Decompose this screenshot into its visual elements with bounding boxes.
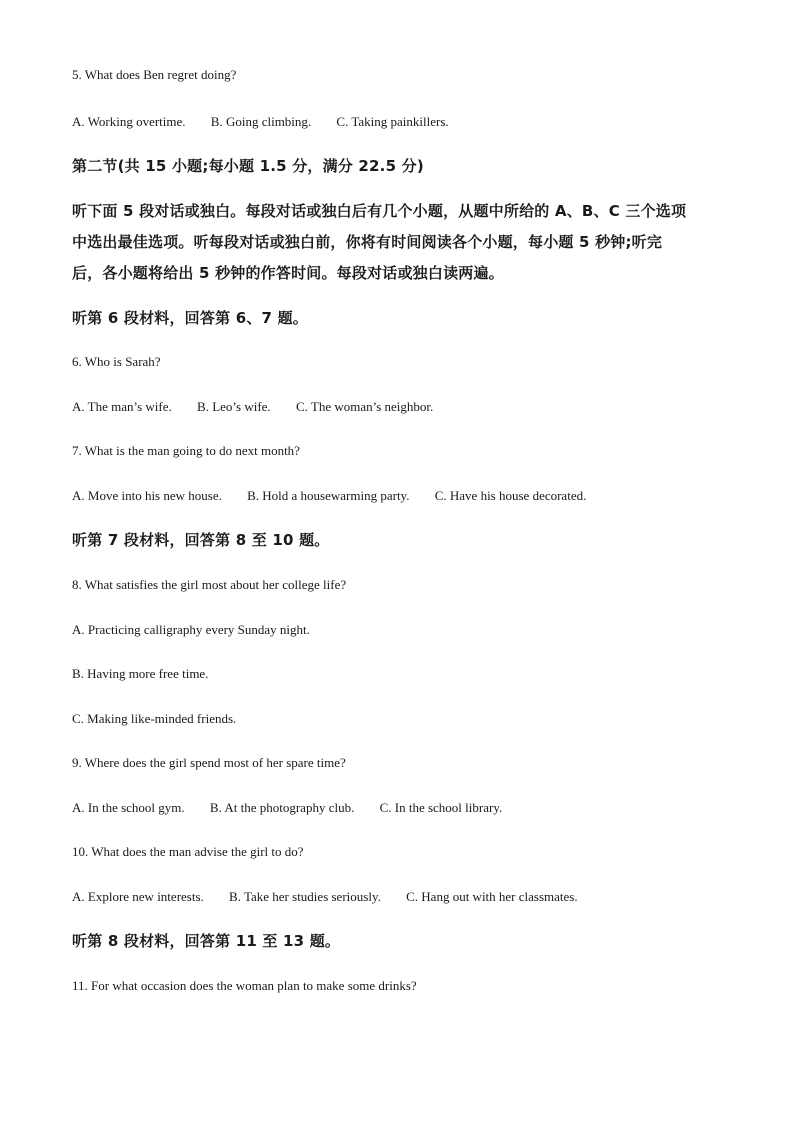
- option-b: B. Hold a housewarming party.: [247, 488, 410, 503]
- option-c: C. In the school library.: [379, 800, 503, 815]
- option-a: A. Working overtime.: [72, 114, 186, 129]
- question-8-option-b: B. Having more free time.: [72, 666, 209, 681]
- question-10: 10. What does the man advise the girl to do?: [72, 844, 304, 859]
- option-b: B. Going climbing.: [210, 114, 312, 129]
- option-c: C. Hang out with her classmates.: [406, 889, 578, 904]
- option-a: A. The man’s wife.: [72, 399, 172, 414]
- section-instructions-line-1: 听下面 5 段对话或独白。每段对话或独白后有几个小题，从题中所给的 A、B、C 三个选项: [72, 202, 687, 220]
- question-10-options: [72, 889, 578, 905]
- option-a: A. Explore new interests.: [72, 889, 204, 904]
- question-6-options: [72, 399, 433, 415]
- option-c: C. Have his house decorated.: [434, 488, 587, 503]
- option-a: A. Move into his new house.: [72, 488, 222, 503]
- section-instructions-line-2: 中选出最佳选项。听每段对话或独白前，你将有时间阅读各个小题，每小题 5 秒钟;听完: [72, 233, 663, 251]
- question-8-option-a: A. Practicing calligraphy every Sunday night.: [72, 622, 310, 637]
- question-9: 9. Where does the girl spend most of her spare time?: [72, 755, 346, 770]
- section-instructions-line-3: 后，各小题将给出 5 秒钟的作答时间。每段对话或独白读两遍。: [72, 264, 504, 282]
- material-8-heading: 听第 8 段材料，回答第 11 至 13 题。: [72, 932, 341, 950]
- material-7-heading: 听第 7 段材料，回答第 8 至 10 题。: [72, 531, 330, 549]
- option-c: C. The woman’s neighbor.: [295, 399, 434, 414]
- option-a: A. In the school gym.: [72, 800, 185, 815]
- question-11: 11. For what occasion does the woman plan to make some drinks?: [72, 978, 417, 993]
- question-8-option-c: C. Making like-minded friends.: [72, 711, 237, 726]
- question-9-options: [72, 800, 502, 816]
- question-6: 6. Who is Sarah?: [72, 354, 161, 369]
- option-c: C. Taking painkillers.: [336, 114, 449, 129]
- option-b: B. Leo’s wife.: [197, 399, 271, 414]
- question-5: 5. What does Ben regret doing?: [72, 67, 237, 82]
- question-7-options: [72, 488, 586, 504]
- question-5-options: [72, 114, 449, 130]
- option-b: B. Take her studies seriously.: [229, 889, 381, 904]
- material-6-heading: 听第 6 段材料，回答第 6、7 题。: [72, 309, 309, 327]
- section-title: 第二节(共 15 小题;每小题 1.5 分，满分 22.5 分): [72, 157, 424, 175]
- question-8: 8. What satisfies the girl most about her college life?: [72, 577, 347, 592]
- option-b: B. At the photography club.: [209, 800, 355, 815]
- question-7: 7. What is the man going to do next month?: [72, 443, 300, 458]
